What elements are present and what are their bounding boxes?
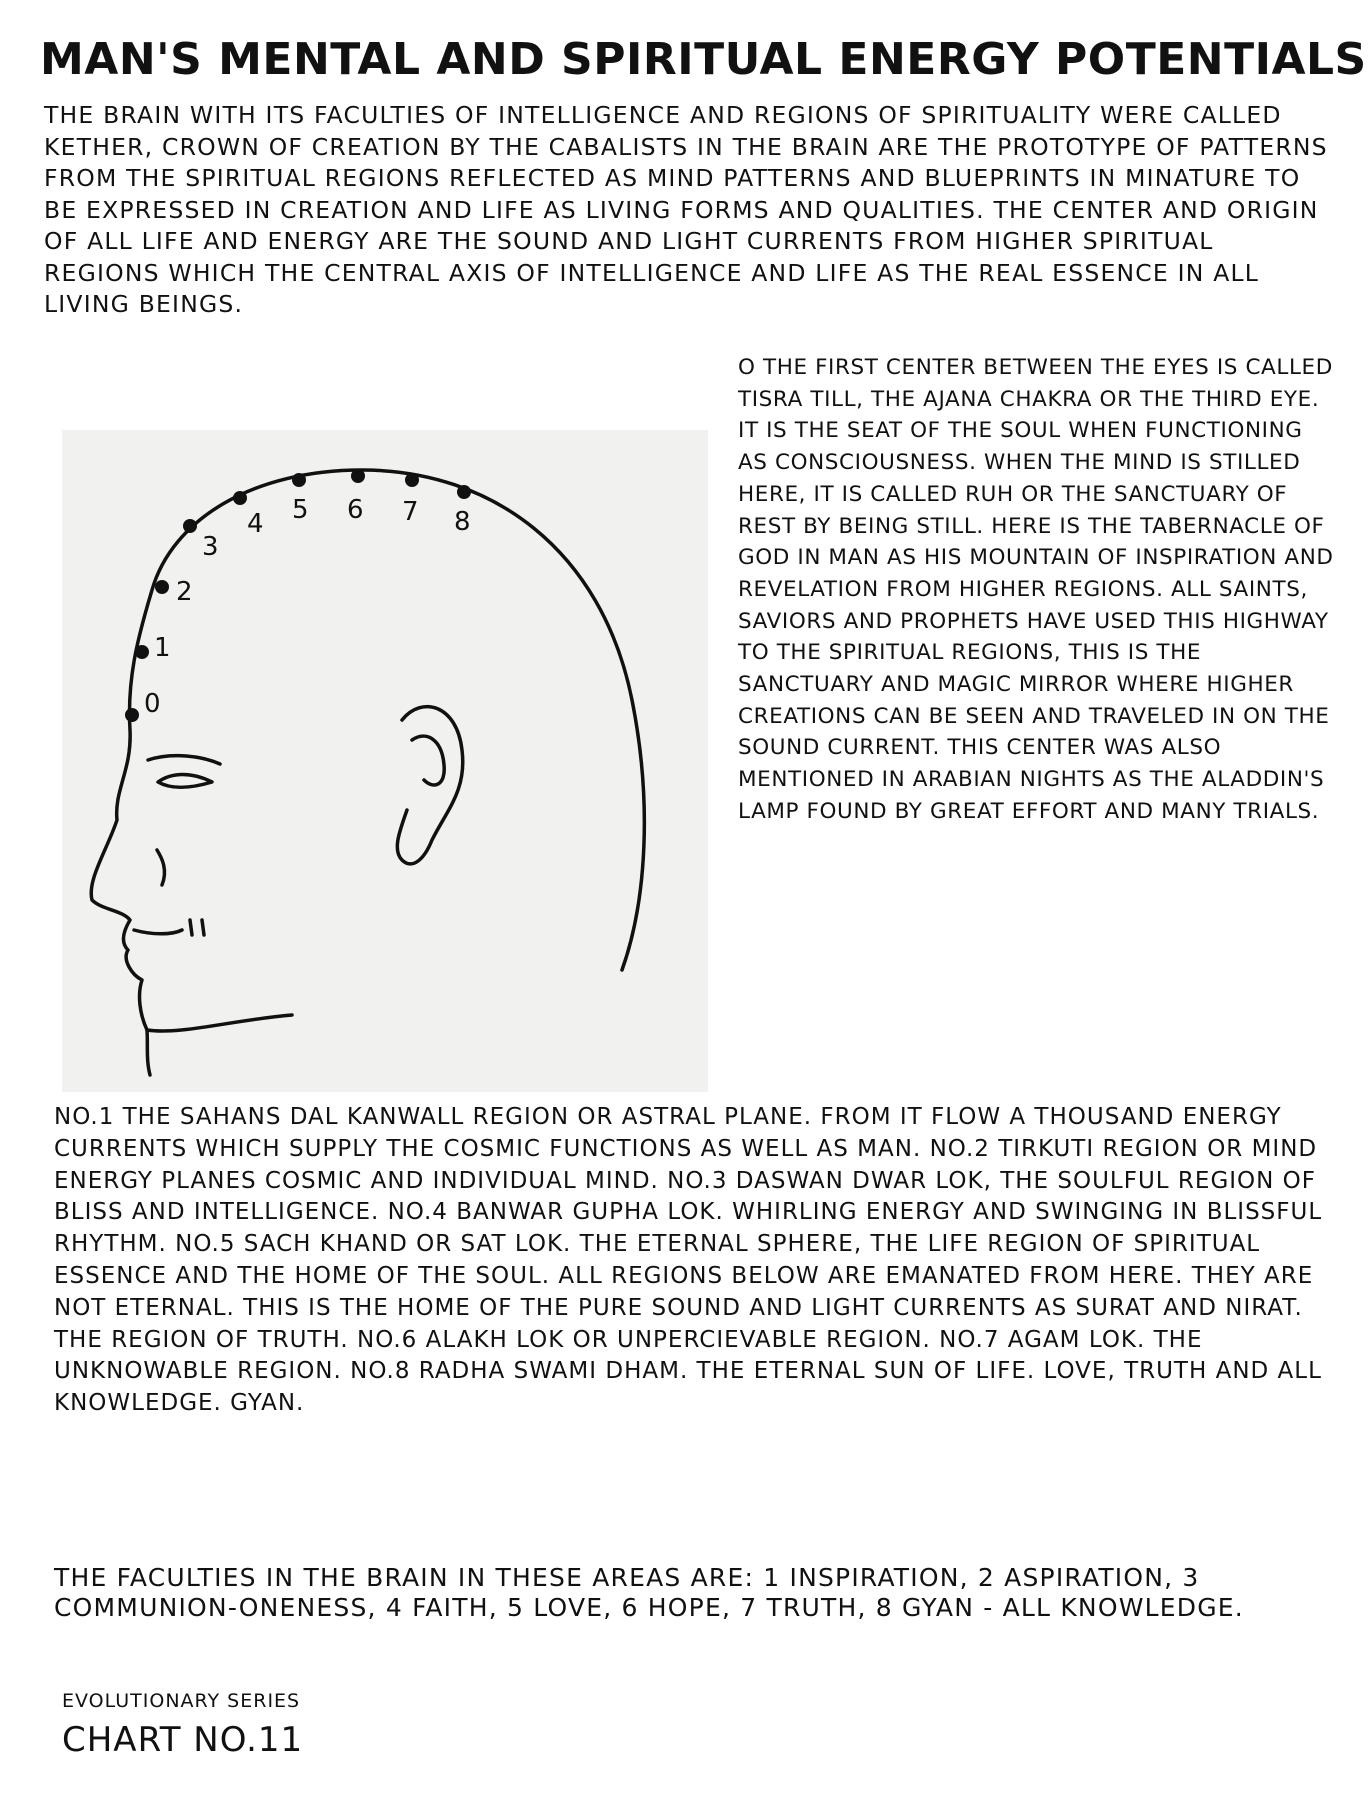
center-label-8: 8 (454, 507, 471, 537)
third-eye-description: O THE FIRST CENTER BETWEEN THE EYES IS CALLED TISRA TILL, THE AJANA CHAKRA OR THE THIRD EYE. IT IS THE SEAT OF THE SOUL WHEN FUNCTIONING AS CONSCIOUSNESS. WHEN THE MIND IS STILLED HERE, IT IS CALLED RUH OR THE SANCTUARY OF REST BY BEING STILL. HERE IS THE TABERNACLE OF GOD IN MAN AS HIS MOUNTAIN OF INSPIRATION AND REVELATION FROM HIGHER REGIONS. ALL SAINTS, SAVIORS AND PROPHETS HAVE USED THIS HIGHWAY TO THE SPIRITUAL REGIONS, THIS IS THE SANCTUARY AND MAGIC MIRROR WHERE HIGHER CREATIONS CAN BE SEEN AND TRAVELED IN ON THE SOUND CURRENT. THIS CENTER WAS ALSO MENTIONED IN ARABIAN NIGHTS AS THE ALADDIN'S LAMP FOUND BY GREAT EFFORT AND MANY TRIALS. (738, 355, 1334, 824)
page-title: MAN'S MENTAL AND SPIRITUAL ENERGY POTENTIALS (40, 34, 1367, 85)
center-label-2: 2 (176, 577, 193, 607)
eye (158, 775, 212, 788)
center-dot-3 (183, 519, 197, 533)
center-dot-6 (351, 469, 365, 483)
mouth (134, 930, 182, 934)
center-dot-4 (233, 491, 247, 505)
center-label-0: 0 (144, 689, 161, 719)
center-dot-8 (457, 485, 471, 499)
eyebrow (148, 756, 220, 764)
regions-description: NO.1 THE SAHANS DAL KANWALL REGION OR ASTRAL PLANE. FROM IT FLOW A THOUSAND ENERGY CURRENTS WHICH SUPPLY THE COSMIC FUNCTIONS AS WELL AS MAN. NO.2 TIRKUTI REGION OR MIND ENERGY PLANES COSMIC AND INDIVIDUAL MIND. NO.3 DASWAN DWAR LOK, THE SOULFUL REGION OF BLISS AND INTELLIGENCE. NO.4 BANWAR GUPHA LOK. WHIRLING ENERGY AND SWINGING IN BLISSFUL RHYTHM. NO.5 SACH KHAND OR SAT LOK. THE ETERNAL SPHERE, THE LIFE REGION OF SPIRITUAL ESSENCE AND THE HOME OF THE SOUL. ALL REGIONS BELOW ARE EMANATED FROM HERE. THEY ARE NOT ETERNAL. THIS IS THE HOME OF THE PURE SOUND AND LIGHT CURRENTS AS SURAT AND NIRAT. THE REGION OF TRUTH. NO.6 ALAKH LOK OR UNPERCIEVABLE REGION. NO.7 AGAM LOK. THE UNKNOWABLE REGION. NO.8 RADHA SWAMI DHAM. THE ETERNAL SUN OF LIFE. LOVE, TRUTH AND ALL KNOWLEDGE. GYAN. (54, 1104, 1323, 1417)
series-label: EVOLUTIONARY SERIES (62, 1690, 301, 1712)
head-profile-figure (62, 430, 708, 1092)
head-outline (91, 470, 644, 1031)
center-dot-1 (135, 645, 149, 659)
center-label-7: 7 (402, 497, 419, 527)
faculties-list: THE FACULTIES IN THE BRAIN IN THESE AREAS ARE: 1 INSPIRATION, 2 ASPIRATION, 3 COMMUNION-ONENESS, 4 FAITH, 5 LOVE, 6 HOPE, 7 TRUTH, 8 GYAN - ALL KNOWLEDGE. (54, 1563, 1244, 1622)
ear-inner (412, 736, 444, 785)
center-dot-7 (405, 473, 419, 487)
center-dot-5 (292, 473, 306, 487)
chart-number: CHART NO.11 (62, 1720, 304, 1760)
center-label-4: 4 (247, 509, 264, 539)
nose-crease (157, 850, 165, 885)
center-label-5: 5 (292, 495, 309, 525)
head-profile-drawing (62, 430, 708, 1092)
jaw-line (147, 1030, 150, 1075)
center-label-3: 3 (202, 532, 219, 562)
intro-paragraph: THE BRAIN WITH ITS FACULTIES OF INTELLIGENCE AND REGIONS OF SPIRITUALITY WERE CALLED KETHER, CROWN OF CREATION BY THE CABALISTS IN THE BRAIN ARE THE PROTOTYPE OF PATTERNS FROM THE SPIRITUAL REGIONS REFLECTED AS MIND PATTERNS AND BLUEPRINTS IN MINATURE TO BE EXPRESSED IN CREATION AND LIFE AS LIVING FORMS AND QUALITIES. THE CENTER AND ORIGIN OF ALL LIFE AND ENERGY ARE THE SOUND AND LIGHT CURRENTS FROM HIGHER SPIRITUAL REGIONS WHICH THE CENTRAL AXIS OF INTELLIGENCE AND LIFE AS THE REAL ESSENCE IN ALL LIVING BEINGS. (44, 101, 1328, 318)
mouth-crease (190, 920, 204, 935)
center-label-6: 6 (347, 495, 364, 525)
center-label-1: 1 (154, 633, 171, 663)
center-dot-2 (155, 580, 169, 594)
center-dot-0 (125, 708, 139, 722)
